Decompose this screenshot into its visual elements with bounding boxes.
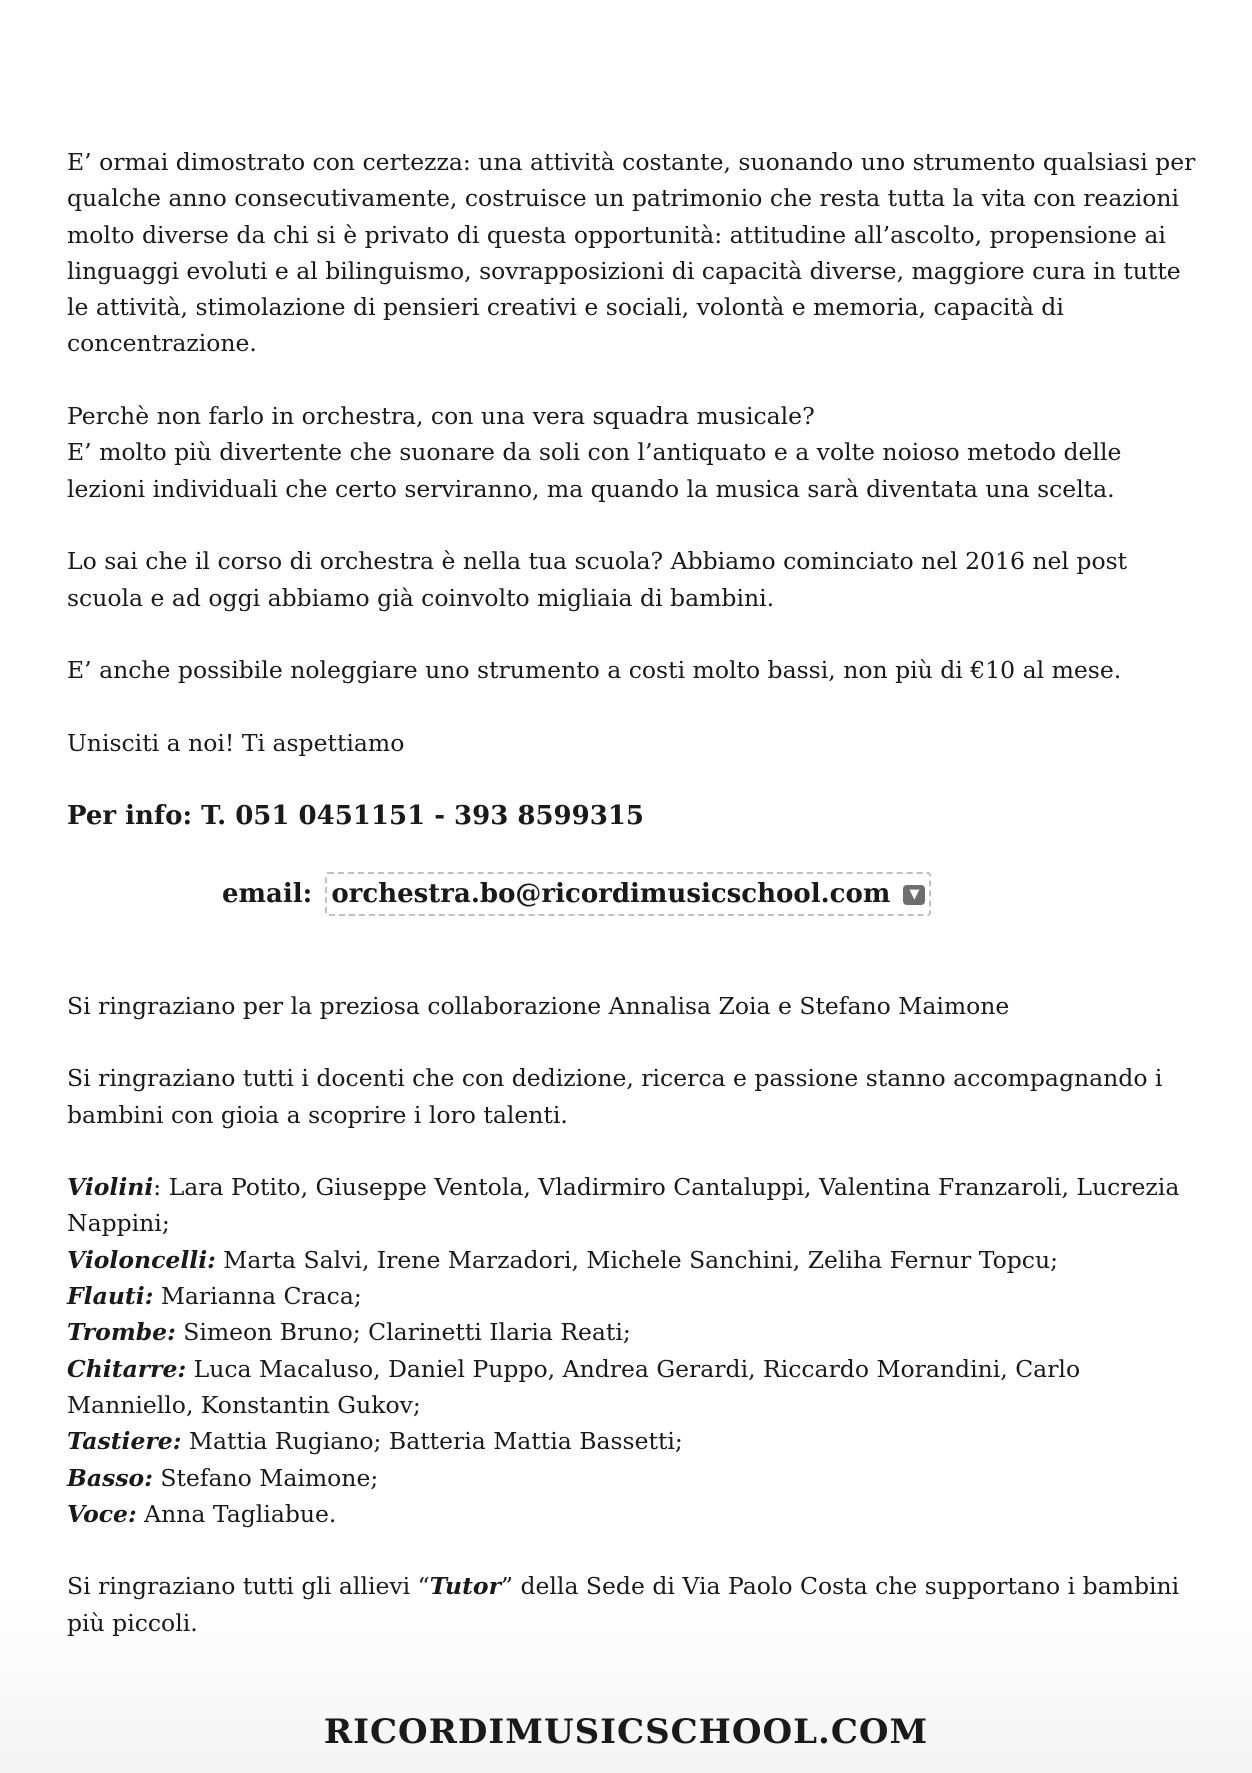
staff-role: Tastiere: (67, 1427, 182, 1456)
staff-role: Violini (67, 1173, 154, 1202)
tutor-word: Tutor (429, 1572, 501, 1601)
email-line (67, 872, 1197, 916)
staff-role: Trombe: (67, 1318, 176, 1347)
email-label: email: (222, 878, 313, 909)
intro-paragraph: E’ ormai dimostrato con certezza: una attività costante, suonando uno strumento qualsiasi per qualche anno consecutivamente, costruisce un patrimonio che resta tutta la vita con reazioni molto diverse da chi si è privato di questa opportunità: attitudine all’ascolto, propensione ai linguaggi evoluti e al bilinguismo, sovrapposizioni di capacità diverse, maggiore cura in tutte le attività, stimolazione di pensieri creativi e sociali, volontà e memoria, capacità di concentrazione. (67, 148, 1196, 358)
staff-names: Stefano Maimone; (152, 1463, 379, 1492)
phone-line: Per info: T. 051 0451151 - 393 8599315 (67, 801, 645, 832)
thanks-collaboration: Si ringraziano per la preziosa collaborazione Annalisa Zoia e Stefano Maimone (67, 991, 1010, 1020)
staff-names: Anna Tagliabue. (136, 1499, 337, 1528)
staff-names: Simeon Bruno; Clarinetti Ilaria Reati; (175, 1318, 631, 1347)
spacer (67, 916, 1197, 988)
orchestra-question: Perchè non farlo in orchestra, con una vera squadra musicale? (67, 402, 815, 431)
email-link[interactable] (325, 872, 931, 916)
staff-role: Flauti: (67, 1282, 154, 1311)
staff-item (67, 1460, 1197, 1496)
school-paragraph: Lo sai che il corso di orchestra è nella tua scuola? Abbiamo cominciato nel 2016 nel post scuola e ad oggi abbiamo già coinvolto migliaia di bambini. (67, 547, 1128, 612)
staff-item (67, 1169, 1197, 1242)
invite-paragraph: Unisciti a noi! Ti aspettiamo (67, 728, 405, 757)
staff-names: Luca Macaluso, Daniel Puppo, Andrea Gerardi, Riccardo Morandini, Carlo Manniello, Konstantin Gukov; (67, 1354, 1081, 1419)
footer-website: RICORDIMUSICSCHOOL.COM (323, 1712, 929, 1752)
staff-list (67, 1169, 1197, 1532)
staff-sep: : (153, 1173, 162, 1202)
thanks-teachers: Si ringraziano tutti i docenti che con dedizione, ricerca e passione stanno accompagnando i bambini con gioia a scoprire i loro talenti. (67, 1064, 1163, 1129)
staff-item (67, 1496, 1197, 1532)
staff-item (67, 1351, 1197, 1424)
staff-item (67, 1314, 1197, 1350)
chevron-down-icon[interactable]: ▼ (903, 885, 925, 905)
staff-role: Voce: (67, 1499, 137, 1528)
staff-role: Chitarre: (67, 1354, 187, 1383)
staff-role: Basso: (67, 1463, 153, 1492)
tutor-after: ” della Sede di Via Paolo Costa che supportano i bambini più piccoli. (67, 1572, 1180, 1637)
contact-block (67, 797, 1197, 915)
email-address: orchestra.bo@ricordimusicschool.com (331, 878, 891, 909)
staff-names: Lara Potito, Giuseppe Ventola, Vladirmiro Cantaluppi, Valentina Franzaroli, Lucrezia Nappini; (67, 1173, 1180, 1238)
rental-paragraph: E’ anche possibile noleggiare uno strumento a costi molto bassi, non più di €10 al mese. (67, 656, 1122, 685)
staff-names: Marianna Craca; (153, 1282, 362, 1311)
staff-item (67, 1423, 1197, 1459)
thanks-tutors (67, 1568, 1197, 1641)
orchestra-paragraph: E’ molto più divertente che suonare da soli con l’antiquato e a volte noioso metodo delle lezioni individuali che certo serviranno, ma quando la musica sarà diventata una scelta. (67, 438, 1122, 503)
document-body (67, 144, 1197, 1677)
staff-item (67, 1242, 1197, 1278)
tutor-before: Si ringraziano tutti gli allievi “ (67, 1572, 430, 1601)
staff-names: Marta Salvi, Irene Marzadori, Michele Sanchini, Zeliha Fernur Topcu; (215, 1245, 1058, 1274)
staff-role: Violoncelli: (67, 1245, 216, 1274)
staff-item (67, 1278, 1197, 1314)
staff-names: Mattia Rugiano; Batteria Mattia Bassetti; (181, 1427, 683, 1456)
